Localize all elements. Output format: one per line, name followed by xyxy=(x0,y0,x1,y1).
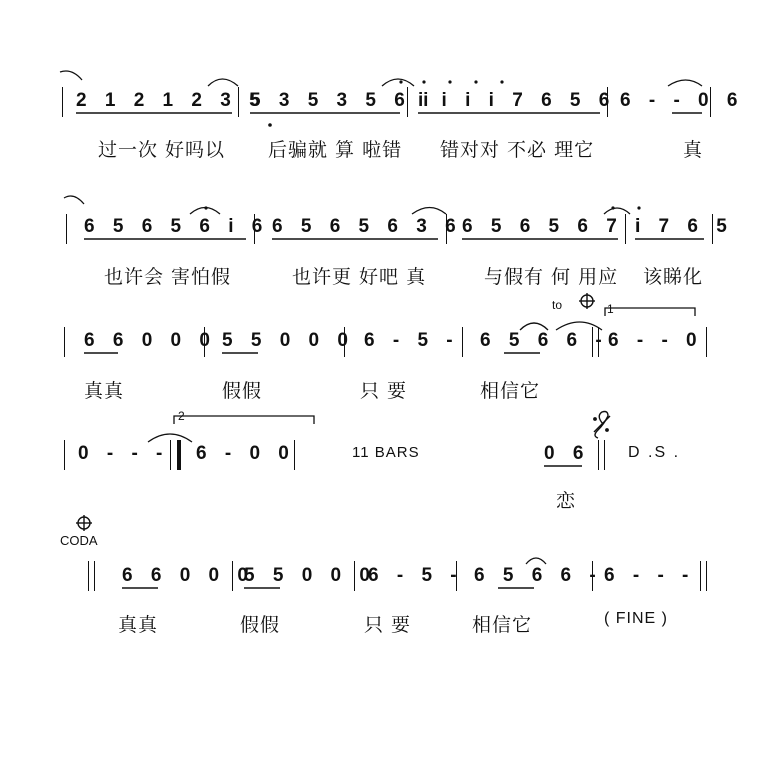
lyric: 真真 xyxy=(84,380,125,402)
lyric: 真 xyxy=(683,139,704,161)
slur xyxy=(60,71,82,80)
measure-notes: 0 6 xyxy=(544,443,590,464)
measure-notes: 6 - - 0 6 xyxy=(620,90,744,111)
lyric: 后骗就 算 啦错 xyxy=(268,139,403,161)
volta-bracket xyxy=(174,416,314,424)
coda-label: CODA xyxy=(60,533,98,548)
slur xyxy=(208,79,238,86)
measure-notes: 6 - - - xyxy=(604,565,695,586)
measure-notes: i i i i 7 6 5 6 xyxy=(418,90,616,111)
lyric: 该睇化 xyxy=(643,266,704,288)
volta-bracket xyxy=(605,308,695,316)
lyric: 恋 xyxy=(556,490,577,512)
fine-label: ( FINE ) xyxy=(604,610,668,627)
lyric: 与假有 何 用应 xyxy=(484,266,619,288)
measure-notes: 5 5 0 0 0 xyxy=(222,330,355,351)
lyric: 相信它 xyxy=(480,380,541,402)
lyric: 过一次 好吗以 xyxy=(98,139,226,161)
slur xyxy=(526,558,546,564)
lyric: 只 要 xyxy=(360,380,408,402)
slur xyxy=(604,208,630,214)
measure-notes: 6 5 6 5 6 7 i xyxy=(462,216,647,237)
measure-notes: 5 5 0 0 0 xyxy=(244,565,377,586)
measure-notes: i 7 6 5 xyxy=(635,216,734,237)
measure-notes: 5 3 5 3 5 6 i xyxy=(250,90,435,111)
measure-notes: 2 1 2 1 2 3 5 xyxy=(76,90,267,111)
slur xyxy=(668,80,702,86)
measure-notes: 6 - 5 - xyxy=(368,565,464,586)
measure-notes: 6 - 0 0 xyxy=(196,443,296,464)
slur xyxy=(148,434,192,442)
lyric: 真真 xyxy=(118,614,159,636)
measure-notes: 6 5 6 6 - xyxy=(474,565,603,586)
slur xyxy=(556,322,602,330)
measure-notes: 6 - - 0 xyxy=(608,330,704,351)
volta-1-label: 1 xyxy=(607,302,614,316)
lyric: 也许更 好吧 真 xyxy=(292,266,427,288)
bars-rest-label: 11 BARS xyxy=(352,444,420,461)
to-coda-label: to xyxy=(552,298,563,312)
slur xyxy=(520,323,548,330)
measure-notes: 6 5 6 5 6 3 6 xyxy=(272,216,463,237)
lyric: 假假 xyxy=(240,614,281,636)
measure-notes: 6 6 0 0 0 xyxy=(84,330,217,351)
measure-notes: 6 - 5 - xyxy=(364,330,460,351)
coda-icon xyxy=(76,515,92,531)
lyric: 假假 xyxy=(222,380,263,402)
slur xyxy=(64,196,84,204)
measure-notes: 6 6 0 0 0 xyxy=(122,565,255,586)
lyric: 也许会 害怕假 xyxy=(104,266,232,288)
volta-2-label: 2 xyxy=(178,409,185,423)
measure-notes: 0 - - - xyxy=(78,443,169,464)
measure-notes: 6 5 6 5 6 i 6 xyxy=(84,216,269,237)
lyric: 相信它 xyxy=(472,614,533,636)
coda-icon xyxy=(579,293,595,309)
slur xyxy=(412,208,446,215)
measure-notes: 6 5 6 6 - xyxy=(480,330,609,351)
lyric: 只 要 xyxy=(364,614,412,636)
slur xyxy=(382,79,414,86)
dal-segno-label: D .S . xyxy=(628,444,681,461)
segno-icon xyxy=(594,412,610,439)
lyric: 错对对 不必 理它 xyxy=(440,139,595,161)
